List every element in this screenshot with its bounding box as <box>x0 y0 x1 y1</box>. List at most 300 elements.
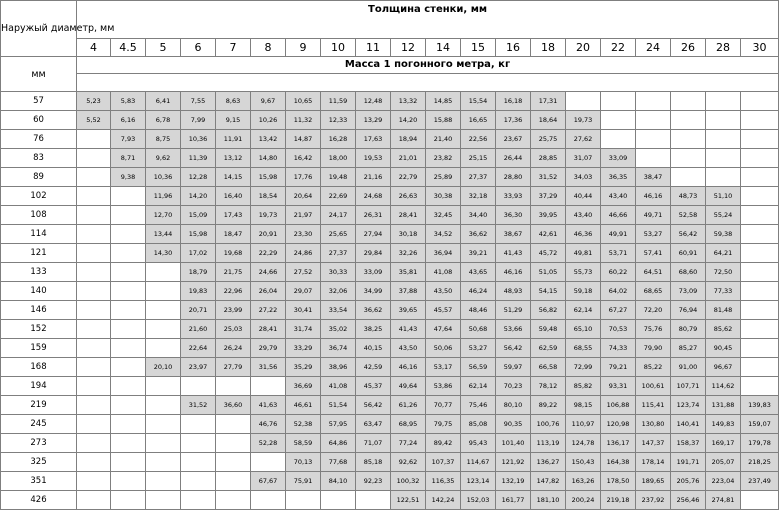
mass-value-cell: 107,37 <box>426 453 461 472</box>
mass-value-cell: 38,47 <box>636 168 671 187</box>
empty-cell <box>741 168 779 187</box>
mass-value-cell: 46,16 <box>496 263 531 282</box>
mass-value-cell: 22,69 <box>321 187 356 206</box>
mass-value-cell: 11,91 <box>216 130 251 149</box>
mass-value-cell: 28,85 <box>531 149 566 168</box>
mass-value-cell: 26,44 <box>496 149 531 168</box>
empty-cell <box>706 130 741 149</box>
mass-value-cell: 22,96 <box>216 282 251 301</box>
mass-value-cell: 106,88 <box>601 396 636 415</box>
mass-value-cell: 53,17 <box>426 358 461 377</box>
mass-value-cell: 7,55 <box>181 92 216 111</box>
mass-value-cell: 22,56 <box>461 130 496 149</box>
mass-value-cell: 26,63 <box>391 187 426 206</box>
mass-value-cell: 59,48 <box>531 320 566 339</box>
mass-value-cell: 25,75 <box>531 130 566 149</box>
mass-value-cell: 35,02 <box>321 320 356 339</box>
mass-value-cell: 18,47 <box>216 225 251 244</box>
mass-value-cell: 130,80 <box>636 415 671 434</box>
mass-value-cell: 189,65 <box>636 472 671 491</box>
mass-value-cell: 123,14 <box>461 472 496 491</box>
mass-value-cell: 39,95 <box>531 206 566 225</box>
mass-title: Масса 1 погонного метра, кг <box>77 57 779 74</box>
mass-value-cell: 59,38 <box>706 225 741 244</box>
mass-value-cell: 237,92 <box>636 491 671 510</box>
mass-value-cell: 66,58 <box>531 358 566 377</box>
mass-value-cell: 75,46 <box>461 396 496 415</box>
empty-cell <box>111 282 146 301</box>
mass-value-cell: 19,73 <box>251 206 286 225</box>
mass-value-cell: 17,43 <box>216 206 251 225</box>
mass-value-cell: 24,68 <box>356 187 391 206</box>
empty-cell <box>741 149 779 168</box>
diameter-cell: 89 <box>1 168 77 187</box>
mass-value-cell: 37,29 <box>531 187 566 206</box>
mass-value-cell: 18,79 <box>181 263 216 282</box>
mass-value-cell: 41,43 <box>391 320 426 339</box>
wall-thickness-title: Толщина стенки, мм <box>77 1 779 39</box>
mass-value-cell: 53,71 <box>601 244 636 263</box>
empty-cell <box>77 282 111 301</box>
empty-cell <box>321 491 356 510</box>
mass-value-cell: 178,50 <box>601 472 636 491</box>
mass-value-cell: 15,98 <box>251 168 286 187</box>
empty-cell <box>741 206 779 225</box>
table-row <box>1 320 779 339</box>
thickness-header-cell: 18 <box>531 39 566 57</box>
diameter-cell: 140 <box>1 282 77 301</box>
mass-value-cell: 30,41 <box>286 301 321 320</box>
mass-value-cell: 17,76 <box>286 168 321 187</box>
table-row <box>1 453 779 472</box>
mass-value-cell: 163,26 <box>566 472 601 491</box>
empty-cell <box>77 301 111 320</box>
mass-value-cell: 85,62 <box>706 320 741 339</box>
mass-value-cell: 161,77 <box>496 491 531 510</box>
mass-value-cell: 85,22 <box>636 358 671 377</box>
mass-value-cell: 13,32 <box>391 92 426 111</box>
mass-value-cell: 23,97 <box>181 358 216 377</box>
mass-value-cell: 28,80 <box>496 168 531 187</box>
empty-cell <box>636 130 671 149</box>
mass-value-cell: 45,57 <box>426 301 461 320</box>
empty-cell <box>111 187 146 206</box>
mass-value-cell: 84,10 <box>321 472 356 491</box>
mass-value-cell: 92,23 <box>356 472 391 491</box>
mass-value-cell: 107,71 <box>671 377 706 396</box>
mass-value-cell: 116,35 <box>426 472 461 491</box>
mass-value-cell: 36,60 <box>216 396 251 415</box>
mass-value-cell: 5,23 <box>77 92 111 111</box>
empty-cell <box>636 149 671 168</box>
spacer-cell <box>77 74 779 92</box>
mass-value-cell: 22,29 <box>251 244 286 263</box>
empty-cell <box>77 453 111 472</box>
mass-value-cell: 20,91 <box>251 225 286 244</box>
mass-value-cell: 19,73 <box>566 111 601 130</box>
mass-value-cell: 100,32 <box>391 472 426 491</box>
mass-value-cell: 219,18 <box>601 491 636 510</box>
diameter-cell: 83 <box>1 149 77 168</box>
thickness-header-cell: 26 <box>671 39 706 57</box>
mass-value-cell: 38,96 <box>321 358 356 377</box>
mass-value-cell: 169,17 <box>706 434 741 453</box>
empty-cell <box>741 339 779 358</box>
empty-cell <box>671 149 706 168</box>
mass-value-cell: 5,83 <box>111 92 146 111</box>
mass-value-cell: 218,25 <box>741 453 779 472</box>
mass-value-cell: 67,67 <box>251 472 286 491</box>
empty-cell <box>77 244 111 263</box>
table-row <box>1 396 779 415</box>
mass-value-cell: 205,76 <box>671 472 706 491</box>
table-body <box>1 92 779 510</box>
mass-value-cell: 48,73 <box>671 187 706 206</box>
mass-value-cell: 85,27 <box>671 339 706 358</box>
mass-value-cell: 13,29 <box>356 111 391 130</box>
mass-value-cell: 33,93 <box>496 187 531 206</box>
table-row <box>1 263 779 282</box>
mass-value-cell: 178,14 <box>636 453 671 472</box>
empty-cell <box>181 472 216 491</box>
mass-value-cell: 11,32 <box>286 111 321 130</box>
mass-value-cell: 6,16 <box>111 111 146 130</box>
mass-value-cell: 45,72 <box>531 244 566 263</box>
table-row <box>1 472 779 491</box>
table-row <box>1 225 779 244</box>
mass-value-cell: 14,15 <box>216 168 251 187</box>
mass-value-cell: 90,45 <box>706 339 741 358</box>
thickness-header-cell: 15 <box>461 39 496 57</box>
mass-value-cell: 50,06 <box>426 339 461 358</box>
table-row <box>1 339 779 358</box>
mass-value-cell: 70,23 <box>496 377 531 396</box>
empty-cell <box>251 491 286 510</box>
mass-value-cell: 140,41 <box>671 415 706 434</box>
empty-cell <box>77 320 111 339</box>
mass-value-cell: 64,51 <box>636 263 671 282</box>
thickness-header-cell: 9 <box>286 39 321 57</box>
empty-cell <box>181 491 216 510</box>
mass-value-cell: 38,25 <box>356 320 391 339</box>
mass-value-cell: 65,10 <box>566 320 601 339</box>
mass-value-cell: 147,82 <box>531 472 566 491</box>
mass-value-cell: 68,95 <box>391 415 426 434</box>
mass-value-cell: 122,51 <box>391 491 426 510</box>
empty-cell <box>251 453 286 472</box>
mass-value-cell: 23,99 <box>216 301 251 320</box>
mass-value-cell: 72,50 <box>706 263 741 282</box>
diameter-cell: 273 <box>1 434 77 453</box>
empty-cell <box>216 472 251 491</box>
mass-value-cell: 15,09 <box>181 206 216 225</box>
mass-value-cell: 110,97 <box>566 415 601 434</box>
mass-value-cell: 98,15 <box>566 396 601 415</box>
empty-cell <box>601 130 636 149</box>
mass-value-cell: 54,15 <box>531 282 566 301</box>
mass-value-cell: 36,69 <box>286 377 321 396</box>
mass-value-cell: 92,62 <box>391 453 426 472</box>
mass-value-cell: 164,38 <box>601 453 636 472</box>
mass-value-cell: 53,27 <box>461 339 496 358</box>
mass-value-cell: 9,67 <box>251 92 286 111</box>
mass-value-cell: 60,22 <box>601 263 636 282</box>
mass-value-cell: 34,40 <box>461 206 496 225</box>
mass-value-cell: 51,10 <box>706 187 741 206</box>
mass-value-cell: 32,06 <box>321 282 356 301</box>
empty-cell <box>741 320 779 339</box>
mass-value-cell: 75,76 <box>636 320 671 339</box>
mass-value-cell: 29,79 <box>251 339 286 358</box>
empty-cell <box>566 92 601 111</box>
table-row <box>1 434 779 453</box>
mass-value-cell: 34,52 <box>426 225 461 244</box>
empty-cell <box>77 263 111 282</box>
mass-value-cell: 114,67 <box>461 453 496 472</box>
mass-value-cell: 36,74 <box>321 339 356 358</box>
mass-value-cell: 10,26 <box>251 111 286 130</box>
mass-value-cell: 31,74 <box>286 320 321 339</box>
mass-value-cell: 49,71 <box>636 206 671 225</box>
mass-value-cell: 21,40 <box>426 130 461 149</box>
mass-value-cell: 9,15 <box>216 111 251 130</box>
mass-value-cell: 43,50 <box>426 282 461 301</box>
thickness-header-cell: 8 <box>251 39 286 57</box>
empty-cell <box>77 339 111 358</box>
empty-cell <box>741 111 779 130</box>
mass-value-cell: 27,37 <box>461 168 496 187</box>
mass-value-cell: 9,38 <box>111 168 146 187</box>
table-row <box>1 415 779 434</box>
mass-value-cell: 121,92 <box>496 453 531 472</box>
mass-value-cell: 41,08 <box>426 263 461 282</box>
mass-value-cell: 46,76 <box>251 415 286 434</box>
mass-value-cell: 23,67 <box>496 130 531 149</box>
outer-diameter-header: Наружый диаметр, мм <box>1 1 77 57</box>
mass-value-cell: 51,54 <box>321 396 356 415</box>
mass-value-cell: 17,36 <box>496 111 531 130</box>
empty-cell <box>111 358 146 377</box>
thickness-header-cell: 5 <box>146 39 181 57</box>
mass-value-cell: 21,75 <box>216 263 251 282</box>
mass-value-cell: 55,73 <box>566 263 601 282</box>
mass-value-cell: 12,33 <box>321 111 356 130</box>
diameter-cell: 146 <box>1 301 77 320</box>
empty-cell <box>111 415 146 434</box>
diameter-cell: 426 <box>1 491 77 510</box>
mass-value-cell: 7,93 <box>111 130 146 149</box>
mass-value-cell: 23,82 <box>426 149 461 168</box>
empty-cell <box>77 377 111 396</box>
mass-value-cell: 21,16 <box>356 168 391 187</box>
mass-value-cell: 29,84 <box>356 244 391 263</box>
mass-value-cell: 6,41 <box>146 92 181 111</box>
empty-cell <box>77 491 111 510</box>
diameter-cell: 102 <box>1 187 77 206</box>
empty-cell <box>77 358 111 377</box>
empty-cell <box>741 377 779 396</box>
mass-value-cell: 14,30 <box>146 244 181 263</box>
empty-cell <box>181 415 216 434</box>
mass-value-cell: 28,41 <box>251 320 286 339</box>
empty-cell <box>111 263 146 282</box>
mass-value-cell: 45,37 <box>356 377 391 396</box>
diameter-cell: 152 <box>1 320 77 339</box>
mass-value-cell: 32,45 <box>426 206 461 225</box>
mass-value-cell: 67,27 <box>601 301 636 320</box>
mass-value-cell: 14,20 <box>181 187 216 206</box>
mass-value-cell: 73,09 <box>671 282 706 301</box>
mass-value-cell: 19,68 <box>216 244 251 263</box>
thickness-header-cell: 7 <box>216 39 251 57</box>
mass-value-cell: 18,64 <box>531 111 566 130</box>
mass-value-cell: 24,17 <box>321 206 356 225</box>
mass-value-cell: 43,50 <box>391 339 426 358</box>
empty-cell <box>77 434 111 453</box>
thickness-header-cell: 30 <box>741 39 779 57</box>
mass-value-cell: 15,54 <box>461 92 496 111</box>
mass-value-cell: 80,10 <box>496 396 531 415</box>
mass-value-cell: 46,66 <box>601 206 636 225</box>
thickness-header-cell: 16 <box>496 39 531 57</box>
mass-value-cell: 57,95 <box>321 415 356 434</box>
mass-value-cell: 52,28 <box>251 434 286 453</box>
thickness-header-cell: 4 <box>77 39 111 57</box>
empty-cell <box>741 282 779 301</box>
empty-cell <box>671 111 706 130</box>
mass-value-cell: 59,97 <box>496 358 531 377</box>
empty-cell <box>77 472 111 491</box>
mass-value-cell: 17,02 <box>181 244 216 263</box>
mass-value-cell: 71,07 <box>356 434 391 453</box>
mass-value-cell: 9,62 <box>146 149 181 168</box>
mass-value-cell: 18,54 <box>251 187 286 206</box>
mass-value-cell: 136,17 <box>601 434 636 453</box>
empty-cell <box>111 453 146 472</box>
mass-value-cell: 48,93 <box>496 282 531 301</box>
mass-value-cell: 77,68 <box>321 453 356 472</box>
mass-value-cell: 16,28 <box>321 130 356 149</box>
empty-cell <box>636 92 671 111</box>
mass-value-cell: 139,83 <box>741 396 779 415</box>
empty-cell <box>111 339 146 358</box>
empty-cell <box>181 453 216 472</box>
mass-value-cell: 16,40 <box>216 187 251 206</box>
thickness-header-cell: 11 <box>356 39 391 57</box>
mass-value-cell: 46,16 <box>636 187 671 206</box>
mass-value-cell: 56,59 <box>461 358 496 377</box>
mass-value-cell: 237,49 <box>741 472 779 491</box>
mass-value-cell: 158,37 <box>671 434 706 453</box>
mass-value-cell: 41,08 <box>321 377 356 396</box>
mass-value-cell: 61,26 <box>391 396 426 415</box>
mass-value-cell: 14,20 <box>391 111 426 130</box>
mass-value-cell: 48,46 <box>461 301 496 320</box>
mass-value-cell: 31,07 <box>566 149 601 168</box>
diameter-cell: 194 <box>1 377 77 396</box>
mass-value-cell: 51,29 <box>496 301 531 320</box>
mass-value-cell: 24,86 <box>286 244 321 263</box>
mass-value-cell: 40,15 <box>356 339 391 358</box>
empty-cell <box>741 358 779 377</box>
mass-value-cell: 39,21 <box>461 244 496 263</box>
mass-value-cell: 114,62 <box>706 377 741 396</box>
diameter-cell: 245 <box>1 415 77 434</box>
mass-value-cell: 19,83 <box>181 282 216 301</box>
mass-value-cell: 64,02 <box>601 282 636 301</box>
mass-value-cell: 89,42 <box>426 434 461 453</box>
mass-value-cell: 142,24 <box>426 491 461 510</box>
mass-value-cell: 79,21 <box>601 358 636 377</box>
empty-cell <box>146 263 181 282</box>
mass-value-cell: 50,68 <box>461 320 496 339</box>
mass-value-cell: 56,42 <box>671 225 706 244</box>
mass-value-cell: 36,62 <box>356 301 391 320</box>
empty-cell <box>77 396 111 415</box>
empty-cell <box>77 149 111 168</box>
empty-cell <box>146 453 181 472</box>
empty-cell <box>146 491 181 510</box>
mass-value-cell: 68,60 <box>671 263 706 282</box>
diameter-cell: 133 <box>1 263 77 282</box>
mass-value-cell: 27,62 <box>566 130 601 149</box>
diameter-cell: 168 <box>1 358 77 377</box>
mass-value-cell: 124,78 <box>566 434 601 453</box>
table-row <box>1 149 779 168</box>
mass-value-cell: 81,48 <box>706 301 741 320</box>
mass-value-cell: 256,46 <box>671 491 706 510</box>
mass-value-cell: 68,55 <box>566 339 601 358</box>
table-row <box>1 358 779 377</box>
mass-value-cell: 27,94 <box>356 225 391 244</box>
mass-value-cell: 12,28 <box>181 168 216 187</box>
empty-cell <box>111 434 146 453</box>
empty-cell <box>77 206 111 225</box>
empty-cell <box>77 130 111 149</box>
empty-cell <box>146 282 181 301</box>
mass-value-cell: 16,18 <box>496 92 531 111</box>
mass-value-cell: 90,35 <box>496 415 531 434</box>
empty-cell <box>356 491 391 510</box>
mass-value-cell: 19,48 <box>321 168 356 187</box>
mass-value-cell: 14,80 <box>251 149 286 168</box>
mass-value-cell: 25,89 <box>426 168 461 187</box>
mass-value-cell: 149,83 <box>706 415 741 434</box>
table-row <box>1 301 779 320</box>
mass-value-cell: 30,38 <box>426 187 461 206</box>
mass-value-cell: 11,59 <box>321 92 356 111</box>
mass-value-cell: 152,03 <box>461 491 496 510</box>
mass-value-cell: 27,79 <box>216 358 251 377</box>
thickness-header-cell: 22 <box>601 39 636 57</box>
empty-cell <box>741 130 779 149</box>
unit-label: мм <box>1 57 77 92</box>
mass-value-cell: 75,91 <box>286 472 321 491</box>
diameter-cell: 219 <box>1 396 77 415</box>
mass-value-cell: 19,53 <box>356 149 391 168</box>
mass-value-cell: 70,13 <box>286 453 321 472</box>
mass-value-cell: 49,81 <box>566 244 601 263</box>
table-row <box>1 168 779 187</box>
empty-cell <box>741 187 779 206</box>
table-row <box>1 282 779 301</box>
empty-cell <box>77 168 111 187</box>
mass-value-cell: 28,41 <box>391 206 426 225</box>
mass-value-cell: 274,81 <box>706 491 741 510</box>
mass-value-cell: 62,14 <box>566 301 601 320</box>
empty-cell <box>146 377 181 396</box>
mass-value-cell: 96,67 <box>706 358 741 377</box>
